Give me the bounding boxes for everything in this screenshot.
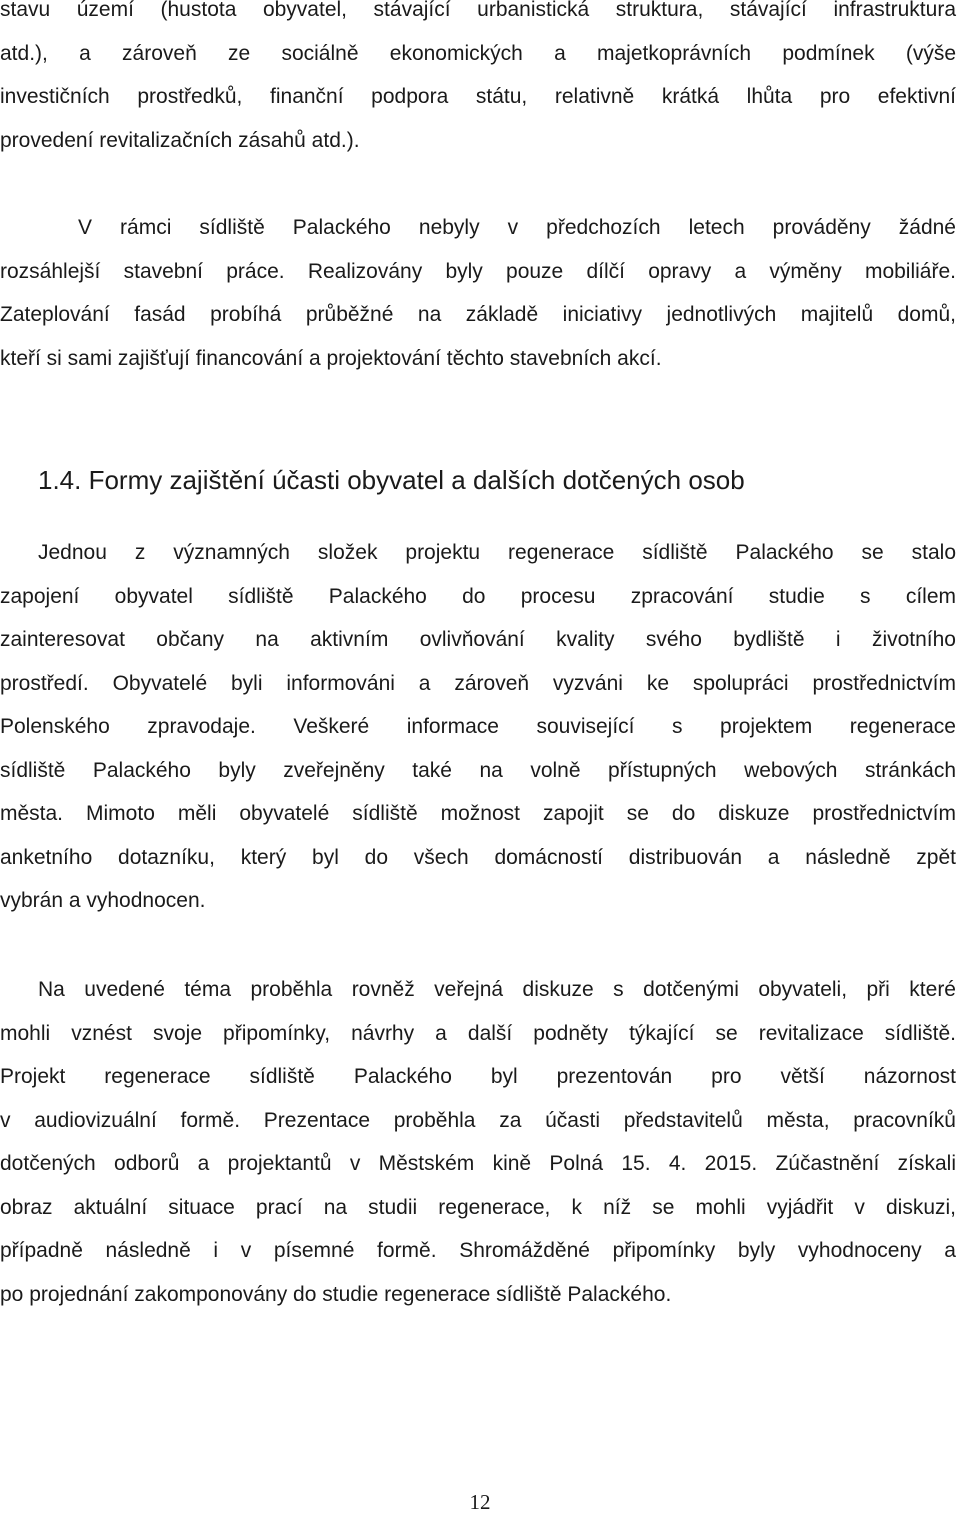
text-line: zapojení obyvatel sídliště Palackého do procesu zpracování studie s cílem: [0, 584, 956, 608]
text-line: dotčených odborů a projektantů v Městském kině Polná 15. 4. 2015. Zúčastnění získali: [0, 1152, 956, 1175]
text-line: kteří si sami zajišťují financování a projektování těchto stavebních akcí.: [0, 346, 662, 370]
text-line: Na uvedené téma proběhla rovněž veřejná diskuze s dotčenými obyvateli, při které: [38, 978, 956, 1001]
text-line: sídliště Palackého byly zveřejněny také na volně přístupných webových stránkách: [0, 758, 956, 782]
text-line: po projednání zakomponovány do studie regenerace sídliště Palackého.: [0, 1282, 672, 1306]
text-line: Projekt regenerace sídliště Palackého byl prezentován pro větší názornost: [0, 1065, 956, 1088]
text-line: případně následně i v písemné formě. Shromážděné připomínky byly vyhodnoceny a: [0, 1239, 956, 1262]
text-line: V rámci sídliště Palackého nebyly v předchozích letech prováděny žádné: [78, 216, 956, 239]
text-line: rozsáhlejší stavební práce. Realizovány byly pouze dílčí opravy a výměny mobiliáře.: [0, 259, 956, 283]
text-line: atd.), a zároveň ze sociálně ekonomických a majetkoprávních podmínek (výše: [0, 41, 956, 65]
text-line: Polenského zpravodaje. Veškeré informace související s projektem regenerace: [0, 715, 956, 738]
section-heading: 1.4. Formy zajištění účasti obyvatel a dalších dotčených osob: [38, 465, 745, 495]
paragraph-construction-works: [0, 206, 956, 380]
text-line: města. Mimoto měli obyvatelé sídliště možnost zapojit se do diskuze prostřednictvím: [0, 802, 956, 825]
paragraph-continuation: [0, 0, 956, 162]
text-line: stavu území (hustota obyvatel, stávající urbanistická struktura, stávající infrastruktura: [0, 0, 956, 21]
text-line: obraz aktuální situace prací na studii regenerace, k níž se mohli vyjádřit v diskuzi,: [0, 1195, 956, 1219]
text-line: v audiovizuální formě. Prezentace proběhla za účasti představitelů města, pracovníků: [0, 1108, 956, 1132]
text-line: Jednou z významných složek projektu regenerace sídliště Palackého se stalo: [38, 541, 956, 564]
text-line: zainteresovat občany na aktivním ovlivňování kvality svého bydliště i životního: [0, 628, 956, 651]
text-line: mohli vznést svoje připomínky, návrhy a další podněty týkající se revitalizace sídliště.: [0, 1021, 956, 1045]
paragraph-resident-involvement: [0, 531, 956, 923]
paragraph-public-discussion: [0, 968, 956, 1316]
text-line: provedení revitalizačních zásahů atd.).: [0, 128, 360, 152]
text-line: investičních prostředků, finanční podpora státu, relativně krátká lhůta pro efektivní: [0, 85, 956, 108]
text-line: anketního dotazníku, který byl do všech domácností distribuován a následně zpět: [0, 845, 956, 869]
text-line: Zateplování fasád probíhá průběžné na základě iniciativy jednotlivých majitelů domů,: [0, 303, 956, 326]
text-line: prostředí. Obyvatelé byli informováni a zároveň vyzváni ke spolupráci prostřednictvím: [0, 671, 956, 695]
page-number: 12: [469, 1490, 491, 1514]
text-line: vybrán a vyhodnocen.: [0, 889, 206, 912]
